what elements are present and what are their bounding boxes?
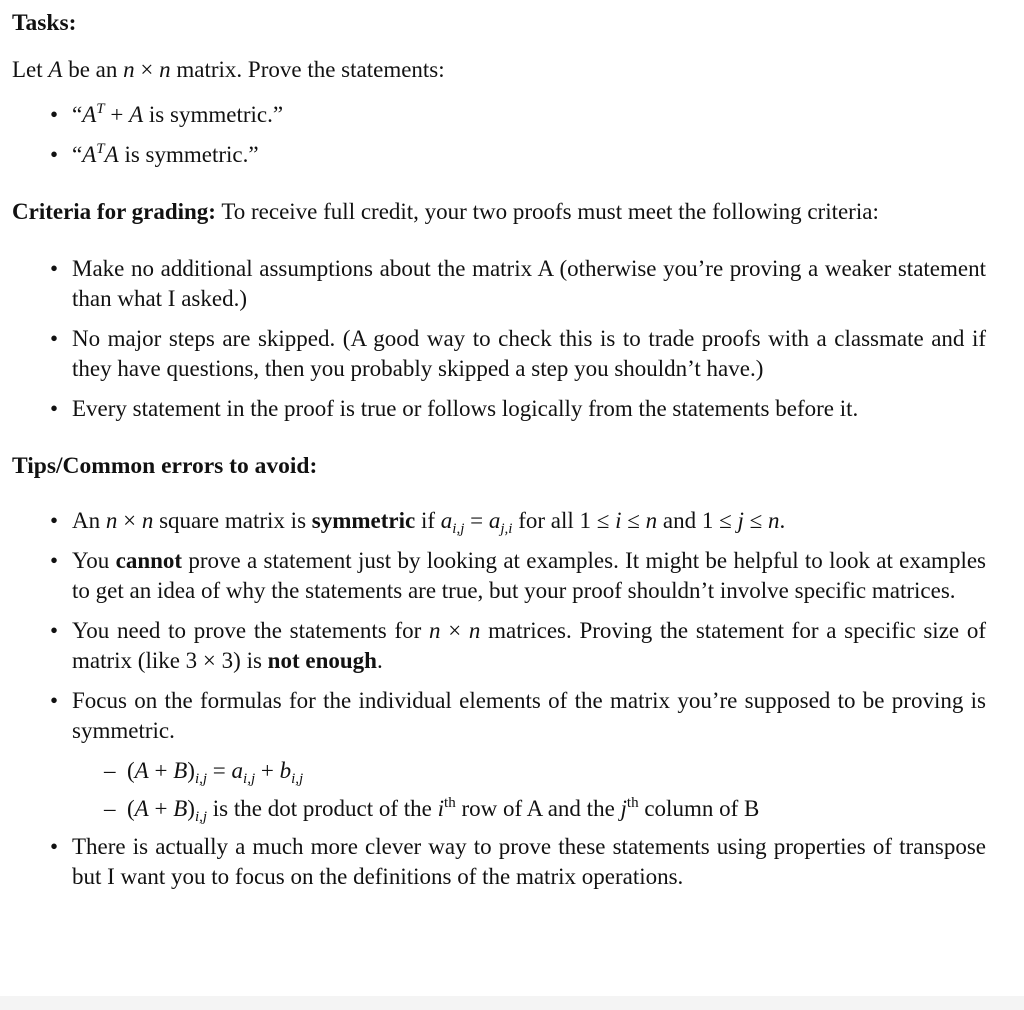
criteria-item: • Make no additional assumptions about the matrix A (otherwise you’re proving a weaker statement than what I asked.) xyxy=(12,254,986,314)
tips-list-continued xyxy=(12,832,986,892)
tasks-heading: Tasks: xyxy=(12,10,77,36)
tip-subitem: – $(A + B)_{i,j} = a_{i,j} + b_{i,j}$ xyxy=(12,756,986,786)
tip-item: • You need to prove the statements for n × n matrices. Proving the statement for a specific size of matrix (like 3 × 3) is not enough. xyxy=(12,616,986,676)
tip-sublist xyxy=(12,756,986,824)
criteria-list xyxy=(12,254,986,424)
tasks-intro: Let A be an n × n matrix. Prove the statements: xyxy=(12,57,445,82)
page-bottom-edge xyxy=(0,996,1024,1010)
criteria-paragraph: Criteria for grading: To receive full credit, your two proofs must meet the following criteria: xyxy=(12,199,879,224)
document-page xyxy=(12,8,986,892)
tip-item: • An n × n square matrix is symmetric if $a_{i,j} = a_{j,i}$ for all 1 ≤ i ≤ n and 1 ≤ j ≤ n. xyxy=(12,506,986,536)
tip-item: • There is actually a much more clever way to prove these statements using properties of transpose but I want you to focus on the definitions of the matrix operations. xyxy=(12,832,986,892)
tips-heading: Tips/Common errors to avoid: xyxy=(12,453,318,479)
statement-item: • “$A^TA$ is symmetric.” xyxy=(12,140,986,170)
statement-item: • “$A^T + A$ is symmetric.” xyxy=(12,100,986,130)
criteria-item: • Every statement in the proof is true or follows logically from the statements before it. xyxy=(12,394,986,424)
tip-subitem: – $(A + B)_{i,j}$ is the dot product of the $i^{th}$ row of A and the $j^{th}$ column of B xyxy=(12,794,986,824)
criteria-item: • No major steps are skipped. (A good way to check this is to trade proofs with a classmate and if they have questions, then you probably skipped a step you shouldn’t have.) xyxy=(12,324,986,384)
tip-item: • You cannot prove a statement just by looking at examples. It might be helpful to look at examples to get an idea of why the statements are true, but your proof shouldn’t involve specific matrices. xyxy=(12,546,986,606)
tip-item: • Focus on the formulas for the individual elements of the matrix you’re supposed to be proving is symmetric. xyxy=(12,686,986,746)
tips-list xyxy=(12,506,986,746)
criteria-heading: Criteria for grading: xyxy=(12,199,216,224)
statements-list xyxy=(12,100,986,170)
